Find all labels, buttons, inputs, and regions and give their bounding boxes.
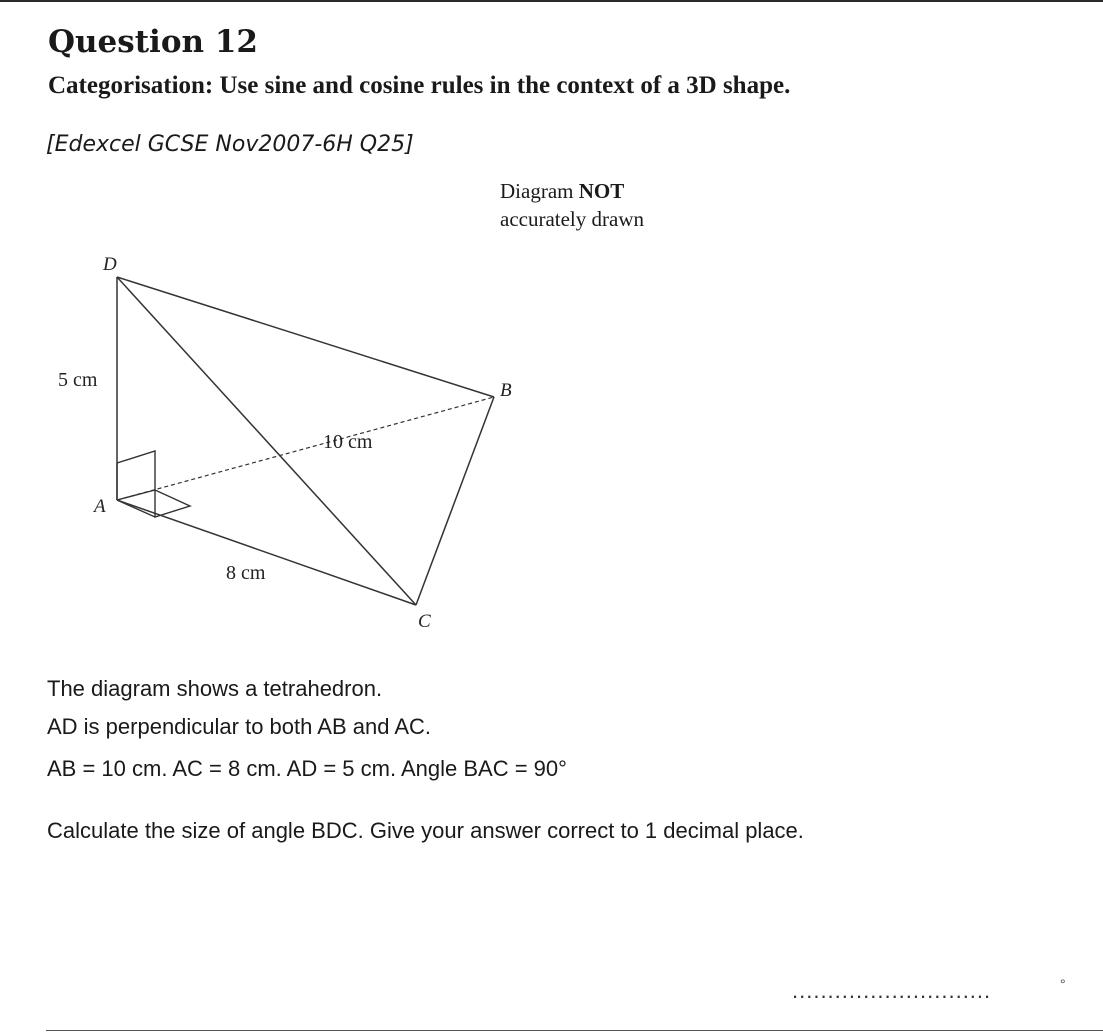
- vertex-label-C: C: [418, 611, 431, 632]
- length-label-AD: 5 cm: [58, 369, 98, 391]
- edge-AC: [117, 500, 416, 605]
- vertex-label-D: D: [103, 254, 117, 275]
- vertex-label-A: A: [94, 496, 106, 517]
- length-label-AC: 8 cm: [226, 562, 266, 584]
- question-title: Question 12: [48, 24, 258, 60]
- diagram-note-line2: accurately drawn: [500, 207, 644, 231]
- diagram-note-line1: Diagram NOT: [500, 179, 625, 203]
- text-line-3: AB = 10 cm. AC = 8 cm. AD = 5 cm. Angle BAC = 90°: [47, 756, 567, 781]
- top-rule: [0, 0, 1103, 2]
- text-line-1: The diagram shows a tetrahedron.: [47, 676, 383, 701]
- text-line-4: Calculate the size of angle BDC. Give your answer correct to 1 decimal place.: [47, 818, 804, 843]
- source-reference: [Edexcel GCSE Nov2007-6H Q25]: [46, 132, 414, 157]
- text-line-2: AD is perpendicular to both AB and AC.: [47, 714, 432, 739]
- tetrahedron-diagram: [0, 240, 560, 640]
- answer-line[interactable]: ............................: [792, 978, 992, 1003]
- edge-DB: [117, 277, 494, 397]
- length-label-AB: 10 cm: [323, 431, 373, 453]
- degree-unit: °: [1060, 976, 1066, 992]
- bottom-rule: [46, 1030, 1103, 1031]
- right-angle-marks: [117, 451, 190, 517]
- diagram-note: [500, 177, 644, 233]
- edge-BC: [416, 397, 494, 605]
- vertex-label-B: B: [500, 380, 512, 401]
- categorisation: Categorisation: Use sine and cosine rules in the context of a 3D shape.: [48, 72, 791, 99]
